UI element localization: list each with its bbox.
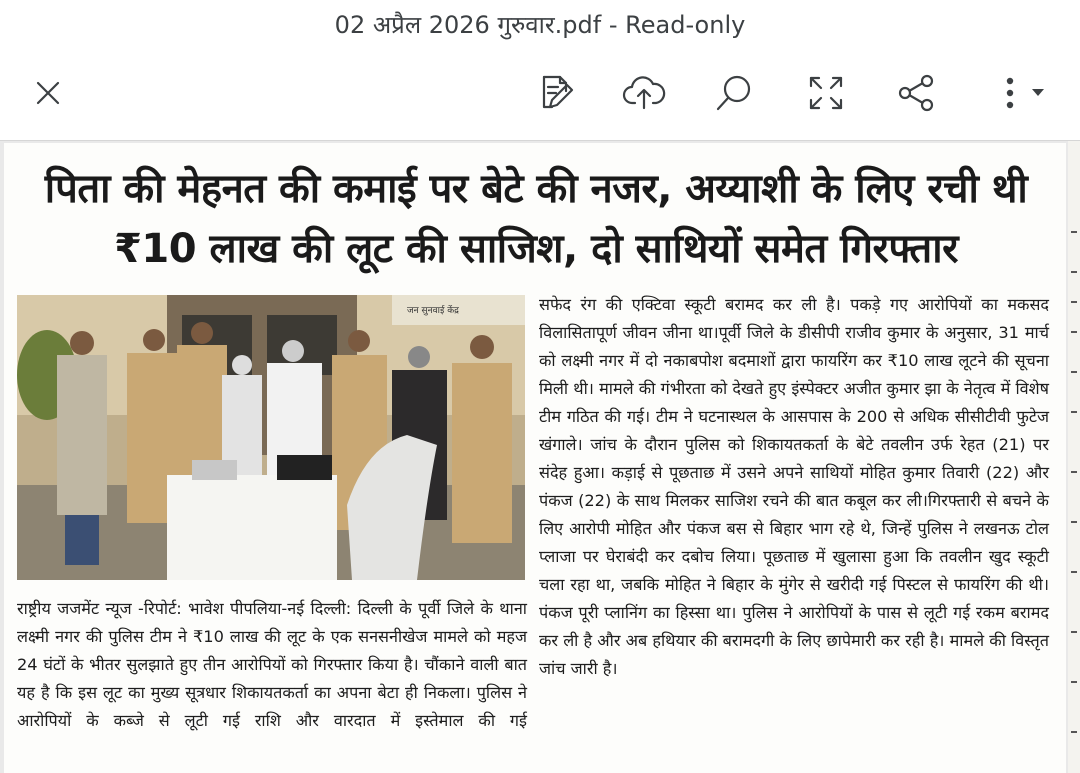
article-photo [17,295,525,580]
upload-button[interactable] [618,70,670,116]
article-headline: पिता की मेहनत की कमाई पर बेटे की नजर, अय्याशी के लिए रची थी ₹10 लाख की लूट की साजिश, दो साथियों समेत गिरफ्तार [44,166,1028,272]
article-text-right: सफेद रंग की एक्टिवा स्कूटी बरामद कर ली है। पकड़े गए आरोपियों का मकसद विलासितापूर्ण जीवन जीना था।पूर्वी जिले के डीसीपी राजीव कुमार के अनुसार, 31 मार्च को लक्ष्मी नगर में दो नकाबपोश बदमाशों द्वारा फायरिंग कर ₹10 लाख लूटने की सूचना मिली थी। मामले की गंभीरता को देखते हुए इंस्पेक्टर अजीत कुमार झा के नेतृत्व में विशेष टीम गठित की गई। टीम ने घटनास्थल के आसपास के 200 से अधिक सीसीटीवी फुटेज खंगाले। जांच के दौरान पुलिस को शिकायतकर्ता के बेटे तवलीन उर्फ रेहत (21) पर संदेह हुआ। कड़ाई से पूछताछ में उसने अपने साथियों मोहित कुमार तिवारी (22) और पंकज (22) के साथ मिलकर साजिश रचने की बात कबूल कर ली।गिरफ्तारी से बचने के लिए आरोपी मोहित और पंकज बस से बिहार भाग रहे थे, जिन्हें पुलिस ने लखनऊ टोल प्लाजा पर घेराबंदी कर दबोच लिया। पूछताछ में खुलासा हुआ कि तवलीन खुद स्कूटी चला रहा था, जबकि मोहित ने बिहार के मुंगेर से खरीदी गई पिस्टल से फायरिंग की थी। पंकज पूरी प्लानिंग का हिस्सा था। पुलिस ने आरोपियों के पास से लूटी गई रकम बरामद कर ली है और अब हथियार की बरामदगी के लिए छापेमारी कर रही है। मामले की विस्तृत जांच जारी है। [539,295,1049,678]
dropdown-arrow-icon [1032,89,1044,96]
more-options-button[interactable] [986,70,1056,116]
document-viewport[interactable] [0,140,1080,773]
fullscreen-button[interactable] [800,70,852,116]
search-icon [714,73,754,113]
edit-button[interactable] [530,70,582,116]
article-text-left: राष्ट्रीय जजमेंट न्यूज -रिपोर्ट: भावेश पीपलिया-नई दिल्ली: दिल्ली के पूर्वी जिले के थाना लक्ष्मी नगर की पुलिस टीम ने ₹10 लाख की लूट के एक सनसनीखेज मामले को महज 24 घंटों के भीतर सुलझाते हुए तीन आरोपियों को गिरफ्तार किया है। चौंकाने वाली बात यह है कि इस लूट का मुख्य सूत्रधार शिकायतकर्ता का अपना बेटा ही निकला। पुलिस ने आरोपियों के कब्जे से लूटी गई राशि और वारदात में इस्तेमाल की गई [17,599,527,730]
edit-document-icon [536,73,576,113]
close-icon [34,79,62,107]
share-button[interactable] [890,70,942,116]
share-icon [896,73,936,113]
window-title: 02 अप्रैल 2026 गुरुवार.pdf - Read-only [334,10,746,39]
cloud-upload-icon [622,75,666,111]
article-column-right [539,291,1049,683]
police-team-photo [17,295,525,580]
next-page-edge [1068,141,1080,773]
fullscreen-icon [807,74,845,112]
more-options-icon [988,73,1054,113]
search-button[interactable] [708,70,760,116]
close-button[interactable] [22,70,74,116]
pdf-toolbar [0,52,1080,134]
article-column-left [17,595,527,735]
photo-sign-text: जन सुनवाई केंद्र [407,306,459,316]
newspaper-page [4,143,1066,773]
